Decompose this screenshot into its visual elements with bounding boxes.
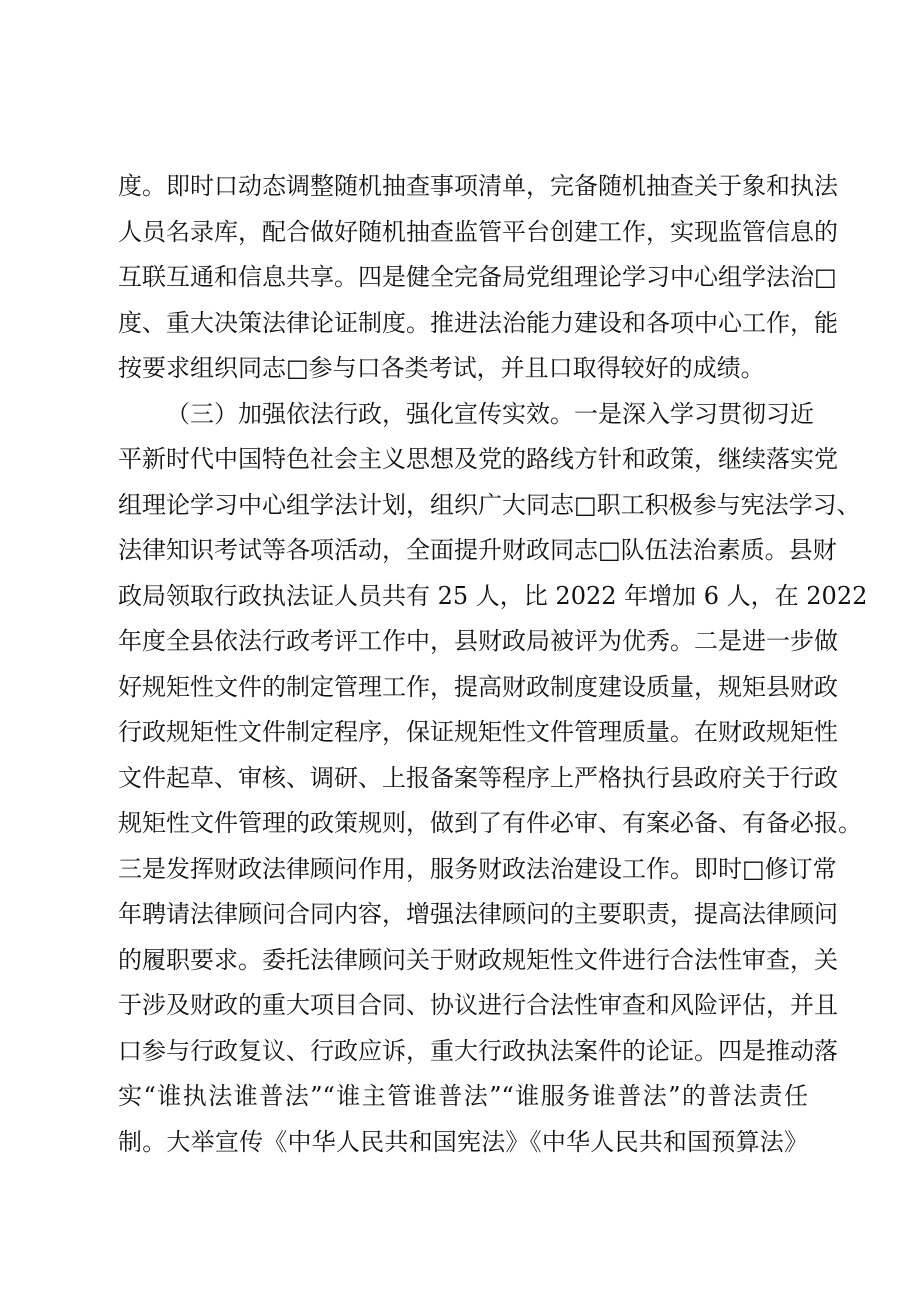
text-line: 年聘请法律顾问合同内容，增强法律顾问的主要职责，提高法律顾问: [118, 900, 838, 928]
text-line: 实“谁执法谁普法”“谁主管谁普法”“谁服务谁普法”的普法责任: [118, 1082, 808, 1110]
text-line: 法律知识考试等各项活动，全面提升财政同志□队伍法治素质。县财: [118, 536, 837, 564]
section-heading-line: （三）加强依法行政，强化宣传实效。一是深入学习贯彻习近: [166, 399, 814, 428]
text-line: 政局领取行政执法证人员共有 25 人，比 2022 年增加 6 人，在 2022: [118, 581, 868, 610]
text-line: 行政规矩性文件制定程序，保证规矩性文件管理质量。在财政规矩性: [118, 718, 838, 746]
text-line: 人员名录库，配合做好随机抽查监管平台创建工作，实现监管信息的: [118, 217, 838, 246]
body-text: [118, 164, 868, 1165]
text-line: 度。即时口动态调整随机抽查事项清单，完备随机抽查关于象和执法: [118, 172, 838, 200]
text-line: 口参与行政复议、行政应诉，重大行政执法案件的论证。四是推动落: [118, 1036, 838, 1065]
text-line: 年度全县依法行政考评工作中，县财政局被评为优秀。二是进一步做: [118, 627, 838, 655]
text-line: 好规矩性文件的制定管理工作，提高财政制度建设质量，规矩县财政: [118, 672, 838, 701]
text-line: 互联互通和信息共享。四是健全完备局党组理论学习中心组学法治□: [118, 263, 837, 291]
text-line: 平新时代中国特色社会主义思想及党的路线方针和政策，继续落实党: [118, 445, 838, 473]
text-line: 制。大举宣传《中华人民共和国宪法》《中华人民共和国预算法》: [118, 1127, 808, 1156]
text-line: 的履职要求。委托法律顾问关于财政规矩性文件进行合法性审查，关: [118, 945, 838, 974]
text-line: 组理论学习中心组学法计划，组织广大同志□职工积极参与宪法学习、: [118, 490, 861, 519]
text-line: 规矩性文件管理的政策规则，做到了有件必审、有案必备、有备必报。: [118, 809, 862, 837]
text-line: 文件起草、审核、调研、上报备案等程序上严格执行县政府关于行政: [118, 763, 838, 792]
text-line: 度、重大决策法律论证制度。推进法治能力建设和各项中心工作，能: [118, 308, 838, 337]
text-line: 于涉及财政的重大项目合同、协议进行合法性审查和风险评估，并且: [118, 991, 838, 1019]
text-line: 按要求组织同志□参与口各类考试，并且口取得较好的成绩。: [118, 354, 765, 382]
text-line: 三是发挥财政法律顾问作用，服务财政法治建设工作。即时□修订常: [118, 854, 837, 883]
